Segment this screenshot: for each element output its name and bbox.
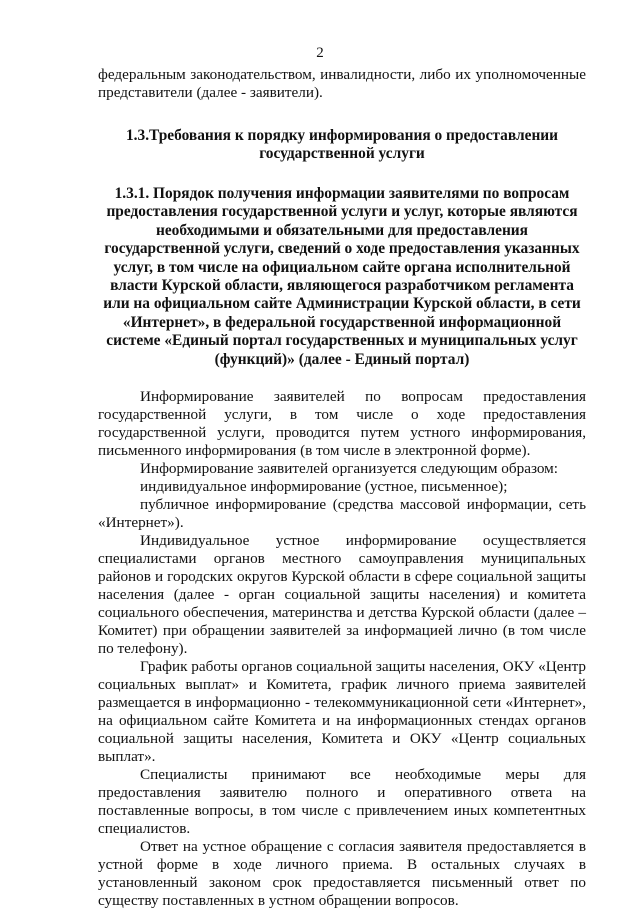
section-heading: 1.3.Требования к порядку информирования о предоставлении государственной услуги (125, 127, 559, 162)
body-paragraph: Информирование заявителей по вопросам предоставления государственной услуги, в том числе о ходе предоставления государственной услуги, проводится путем устного информирования, письменного информирования (в том числе в электронной форме). (98, 388, 586, 460)
body-paragraph: Специалисты принимают все необходимые меры для предоставления заявителю полного и оперативного ответа на поставленные вопросы, в том числе с привлечением иных компетентных специалистов. (98, 766, 586, 838)
body-paragraph: График работы органов социальной защиты населения, ОКУ «Центр социальных выплат» и Комитета, график личного приема заявителей размещается в информационно - телекоммуникационной сети «Интернет», на официальном сайте Комитета и на информационных стендах органов социальной защиты населения, Комитета и ОКУ «Центр социальных выплат». (98, 658, 586, 766)
body-paragraph: Индивидуальное устное информирование осуществляется специалистами органов местного самоуправления муниципальных районов и городских округов Курской области в сфере социальной защиты населения (далее - орган социальной защиты населения) и комитета социального обеспечения, материнства и детства Курской области (далее – Комитет) при обращении заявителей за информацией лично (в том числе по телефону). (98, 532, 586, 658)
intro-paragraph: федеральным законодательством, инвалидности, либо их уполномоченные представители (далее - заявители). (98, 66, 586, 101)
subsection-heading: 1.3.1. Порядок получения информации заявителями по вопросам предоставления государственной услуги и услуг, которые являются необходимыми и обязательными для предоставления государственной услуги, сведений о ходе предоставления указанных услуг, в том числе на официальном сайте органа исполнительной власти Курской области, являющегося разработчиком регламента или на официальном сайте Администрации Курской области, в сети «Интернет», в федеральной государственной информационной системе «Единый портал государственных и муниципальных услуг (функций)» (далее - Единый портал) (103, 185, 581, 368)
body-paragraph: Ответ на устное обращение с согласия заявителя предоставляется в устной форме в ходе личного приема. В остальных случаях в установленный законом срок предоставляется письменный ответ по существу поставленных в устном обращении вопросов. (98, 838, 586, 910)
body-paragraph: публичное информирование (средства массовой информации, сеть «Интернет»). (98, 496, 586, 532)
body-paragraph: индивидуальное информирование (устное, письменное); (140, 478, 508, 496)
page-content (98, 66, 586, 910)
body-paragraph: Информирование заявителей организуется следующим образом: (140, 460, 559, 478)
page-number: 2 (316, 45, 324, 61)
